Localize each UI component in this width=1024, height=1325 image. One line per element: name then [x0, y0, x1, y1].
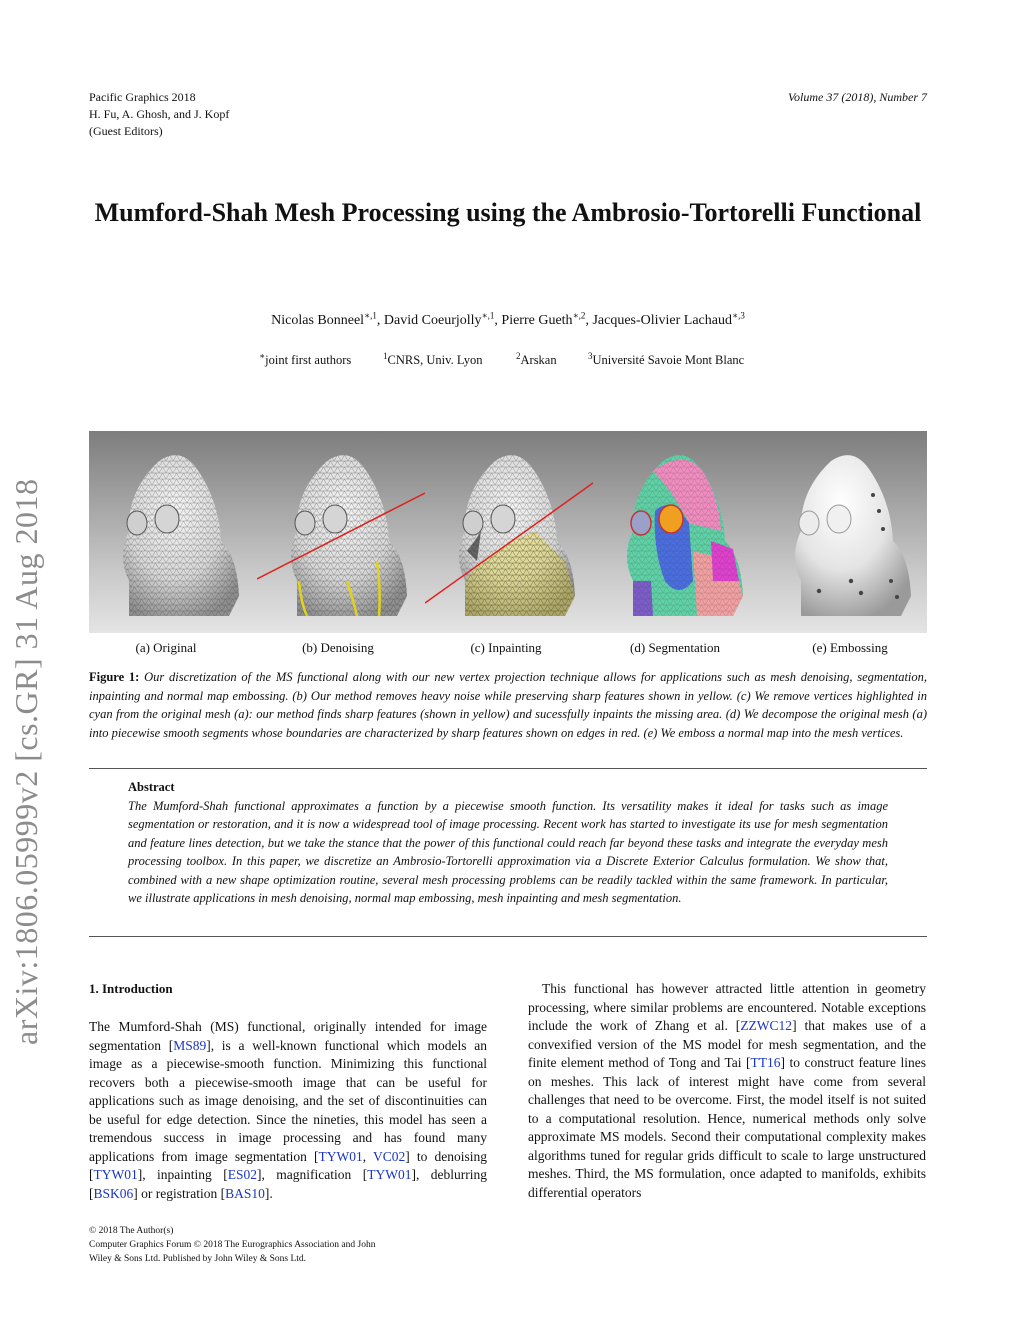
abstract-heading: Abstract: [128, 780, 175, 794]
subcaption-a: (a) Original: [135, 640, 197, 655]
author-sup: ∗,1: [364, 310, 377, 321]
copyright-footer: [89, 1224, 375, 1266]
citation-link[interactable]: ES02: [227, 1167, 257, 1182]
citation-link[interactable]: BAS10: [225, 1185, 265, 1201]
affiliation: $^2$Arskan: [516, 350, 557, 367]
conference-name: Pacific Graphics 2018: [89, 90, 196, 104]
figure-label: Figure 1:: [89, 670, 140, 684]
divider: [89, 768, 927, 769]
author-list: Nicolas Bonneel$^{∗,1}$, David Coeurjolly$^{∗,1}$, Pierre Gueth$^{∗,2}$, Jacques-Olivier Lachaud$^{∗,3}$: [271, 310, 745, 328]
figure-1: [89, 431, 927, 633]
intro-left-column: The Mumford-Shah (MS) functional, originally intended for image segmentation [MS89], is a well-known functional which models an image as a piecewise-smooth function. Minimizing this functional recovers both a piecewise-smooth image that can be useful for applications such as image denoising, and the set of discontinuities can be useful for edge detection. Since the nineties, this model has seen a tremendous success in image processing and has found many applications from image segmentation [TYW01, VC02] to denoising [TYW01], inpainting [ES02], magnification [TYW01], deblurring [BSK06] or registration [BAS10].: [89, 1019, 488, 1201]
subcaption-d: (d) Segmentation: [630, 640, 720, 655]
subcaption-c: (c) Inpainting: [470, 640, 542, 655]
panel-segmentation: [593, 431, 761, 633]
author-sup: ∗,1: [481, 310, 495, 321]
footer-line: © 2018 The Author(s): [89, 1226, 174, 1236]
author-name: Nicolas Bonneel: [271, 313, 365, 328]
citation-link[interactable]: BSK06: [93, 1185, 134, 1201]
citation-link[interactable]: VC02: [372, 1148, 406, 1164]
panel-inpainting: [425, 431, 593, 633]
affiliation: $^3$Université Savoie Mont Blanc: [588, 350, 745, 367]
author-sup: ∗,2: [572, 310, 586, 321]
panel-embossing: [761, 431, 927, 633]
affiliation: ∗joint first authors: [259, 350, 352, 367]
editors-line: H. Fu, A. Ghosh, and J. Kopf: [89, 107, 230, 121]
author-sup: ∗,3: [732, 310, 745, 321]
author-name: Jacques-Olivier Lachaud: [592, 313, 732, 328]
subcaption-e: (e) Embossing: [812, 640, 888, 655]
author-name: Pierre Gueth: [501, 313, 573, 328]
citation-link[interactable]: TYW01: [318, 1148, 363, 1164]
footer-line: Wiley & Sons Ltd. Published by John Wiley & Sons Ltd.: [89, 1254, 307, 1264]
section-heading: 1. Introduction: [89, 981, 173, 996]
panel-denoising: [257, 431, 425, 633]
citation-link[interactable]: TT16: [750, 1055, 781, 1070]
journal-header: [89, 89, 229, 140]
subcaption-b: (b) Denoising: [302, 640, 374, 655]
citation-link[interactable]: TYW01: [367, 1167, 412, 1182]
footer-line: Computer Graphics Forum © 2018 The Eurographics Association and John: [89, 1240, 376, 1250]
intro-right-column: This functional has however attracted little attention in geometry processing, where similar problems are encountered. Notable exceptions include the work of Zhang et al. [ZZWC12] that makes use of a convexified version of the MS model for mesh segmentation, and the finite element method of Tong and Tai [TT16] to construct feature lines on meshes. This lack of interest might have come from several challenges that need to be overcome. First, the model itself is not suited to a computational resolution. Hence, numerical methods only solve approximate MS models. Second their computational complexity makes algorithms tuned for regular grids difficult to scale to large unstructured meshes. Third, the MS formulation, once adapted to manifolds, exhibits differential operators: [528, 981, 926, 1200]
author-name: David Coeurjolly: [383, 313, 482, 328]
citation-link[interactable]: ZZWC12: [740, 1018, 793, 1033]
guest-editors-line: (Guest Editors): [89, 124, 163, 138]
affiliation: $^1$CNRS, Univ. Lyon: [383, 350, 483, 367]
figure-caption-text: Our discretization of the MS functional along with our new vertex projection technique allows for applications such as mesh denoising, segmentation, inpainting and normal map embossing. (b) Our method removes heavy noise while preserving sharp features shown in yellow. (c) We remove vertices highlighted in cyan from the original mesh (a): our method finds sharp features (shown in yellow) and sucessfully inpaints the missing area. (d) We decompose the original mesh (a) into piecewise smooth segments whose boundaries are characterized by sharp features shown on edges in red. (e) We emboss a normal map into the mesh vertices.: [89, 670, 928, 740]
figure-caption: [89, 668, 927, 742]
paper-title: Mumford-Shah Mesh Processing using the Ambrosio-Tortorelli Functional: [94, 198, 922, 227]
volume-info: Volume 37 (2018), Number 7: [788, 90, 927, 104]
citation-link[interactable]: MS89: [173, 1037, 207, 1053]
citation-link[interactable]: TYW01: [93, 1167, 138, 1182]
arxiv-stamp: arXiv:1806.05999v2 [cs.GR] 31 Aug 2018: [8, 478, 44, 1045]
panel-original: [89, 431, 257, 633]
abstract-text: The Mumford-Shah functional approximates a function by a piecewise smooth function. Its versatility makes it ideal for tasks such as image segmentation or restoration, and it is now a widespread tool of image processing. Recent work has started to investigate its use for mesh segmentation and feature lines detection, but we take the stance that the power of this functional could reach far beyond these tasks and integrate the everyday mesh processing toolbox. In this paper, we discretize an Ambrosio-Tortorelli approximation via a Discrete Exterior Calculus formulation. We show that, combined with a new shape optimization routine, several mesh processing problems can be readily tackled within the same framework. In particular, we illustrate applications in mesh denoising, normal map embossing, mesh inpainting and mesh segmentation.: [128, 798, 888, 905]
divider: [89, 936, 927, 937]
abstract: [128, 778, 888, 908]
